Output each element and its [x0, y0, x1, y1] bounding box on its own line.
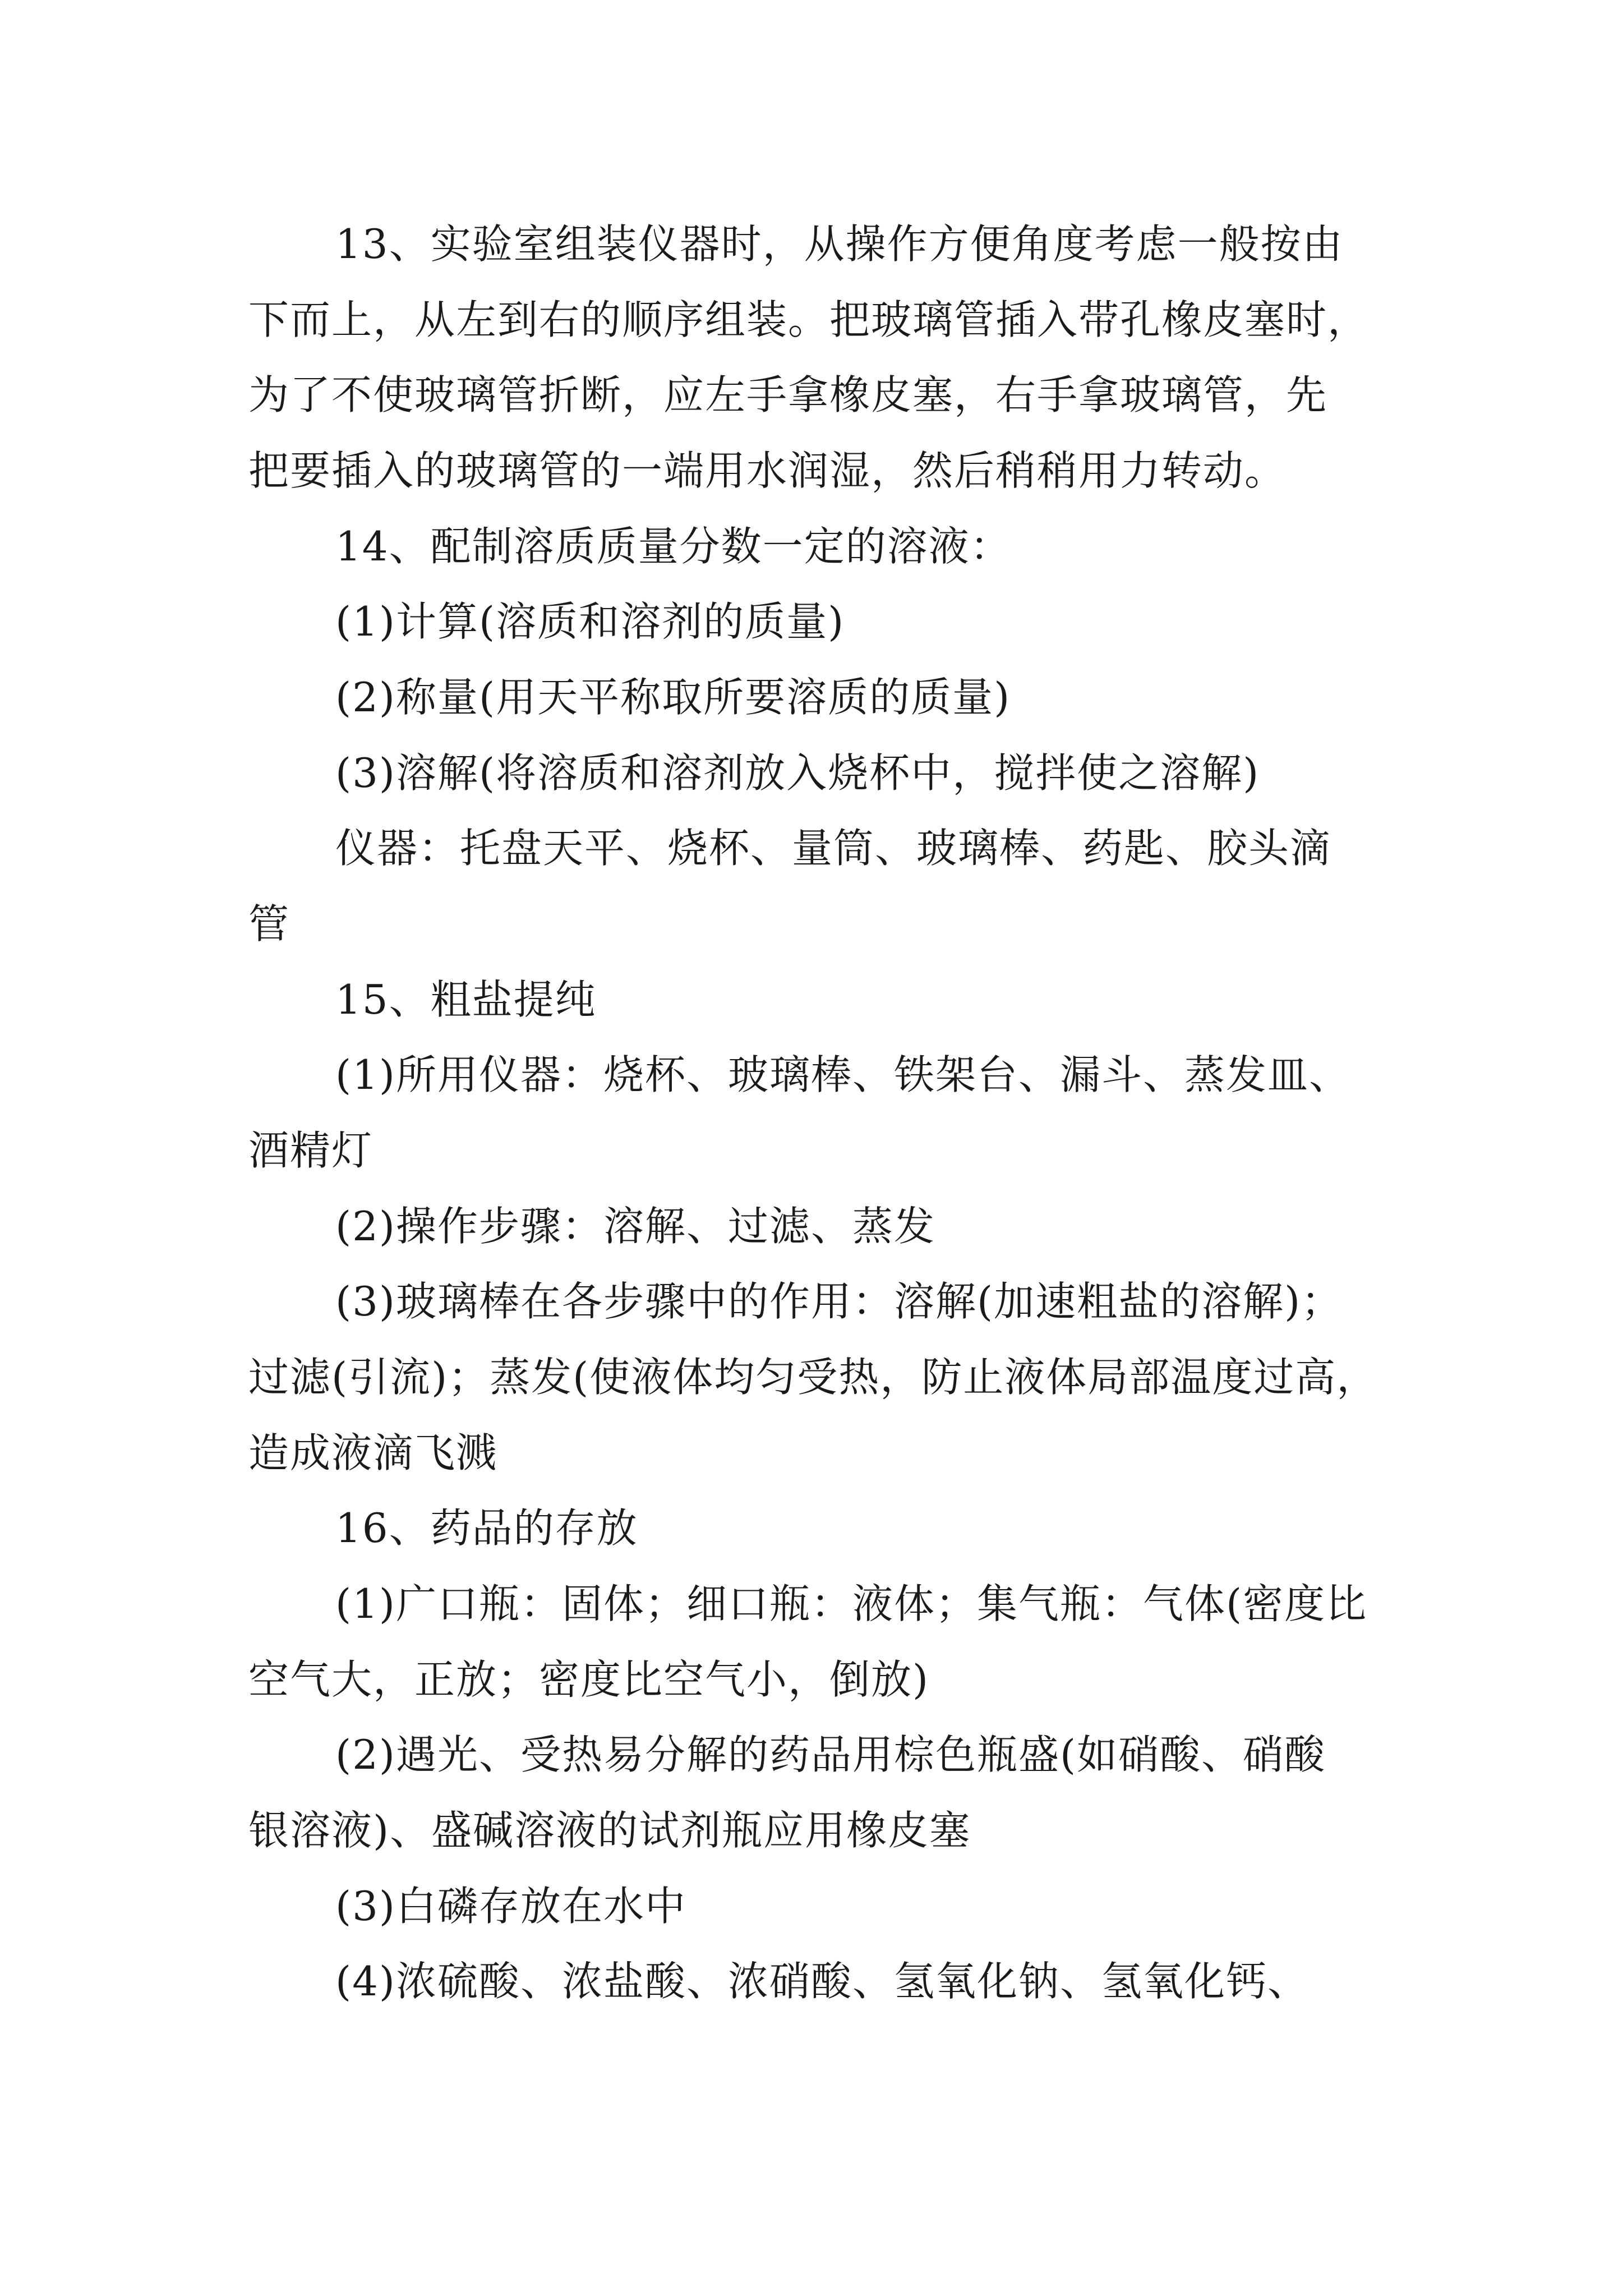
- text-line: (1)所用仪器：烧杯、玻璃棒、铁架台、漏斗、蒸发皿、: [335, 1051, 1350, 1098]
- text-line: 空气大，正放；密度比空气小，倒放): [248, 1656, 930, 1703]
- text-line: (3)玻璃棒在各步骤中的作用：溶解(加速粗盐的溶解)；: [335, 1278, 1343, 1325]
- text-line: (3)溶解(将溶质和溶剂放入烧杯中，搅拌使之溶解): [335, 749, 1260, 797]
- text-line: 仪器：托盘天平、烧杯、量筒、玻璃棒、药匙、胶头滴: [335, 825, 1332, 872]
- text-line: 酒精灯: [248, 1127, 374, 1174]
- text-line: 把要插入的玻璃管的一端用水润湿，然后稍稍用力转动。: [248, 447, 1287, 494]
- text-line: 过滤(引流)；蒸发(使液体均匀受热，防止液体局部温度过高，: [248, 1354, 1378, 1401]
- text-line: (2)遇光、受热易分解的药品用棕色瓶盛(如硝酸、硝酸: [335, 1731, 1326, 1778]
- text-line: (1)计算(溶质和溶剂的质量): [335, 598, 845, 645]
- text-line: (1)广口瓶：固体；细口瓶：液体；集气瓶：气体(密度比: [335, 1580, 1368, 1627]
- text-line: 13、实验室组装仪器时，从操作方便角度考虑一般按由: [335, 220, 1344, 268]
- text-line: (2)称量(用天平称取所要溶质的质量): [335, 674, 1011, 721]
- text-line: 银溶液)、盛碱溶液的试剂瓶应用橡皮塞: [248, 1807, 971, 1854]
- text-line: 造成液滴飞溅: [248, 1429, 498, 1476]
- text-line: 下而上，从左到右的顺序组装。把玻璃管插入带孔橡皮塞时，: [248, 296, 1370, 343]
- section-heading: 15、粗盐提纯: [335, 976, 597, 1023]
- text-line: (4)浓硫酸、浓盐酸、浓硝酸、氢氧化钠、氢氧化钙、: [335, 1958, 1309, 2005]
- text-line: 管: [248, 900, 291, 947]
- text-line: 为了不使玻璃管折断，应左手拿橡皮塞，右手拿玻璃管，先: [248, 371, 1328, 418]
- section-heading: 14、配制溶质质量分数一定的溶液：: [335, 523, 1012, 570]
- section-heading: 16、药品的存放: [335, 1504, 638, 1552]
- text-line: (2)操作步骤：溶解、过滤、蒸发: [335, 1203, 935, 1250]
- text-line: (3)白磷存放在水中: [335, 1883, 686, 1930]
